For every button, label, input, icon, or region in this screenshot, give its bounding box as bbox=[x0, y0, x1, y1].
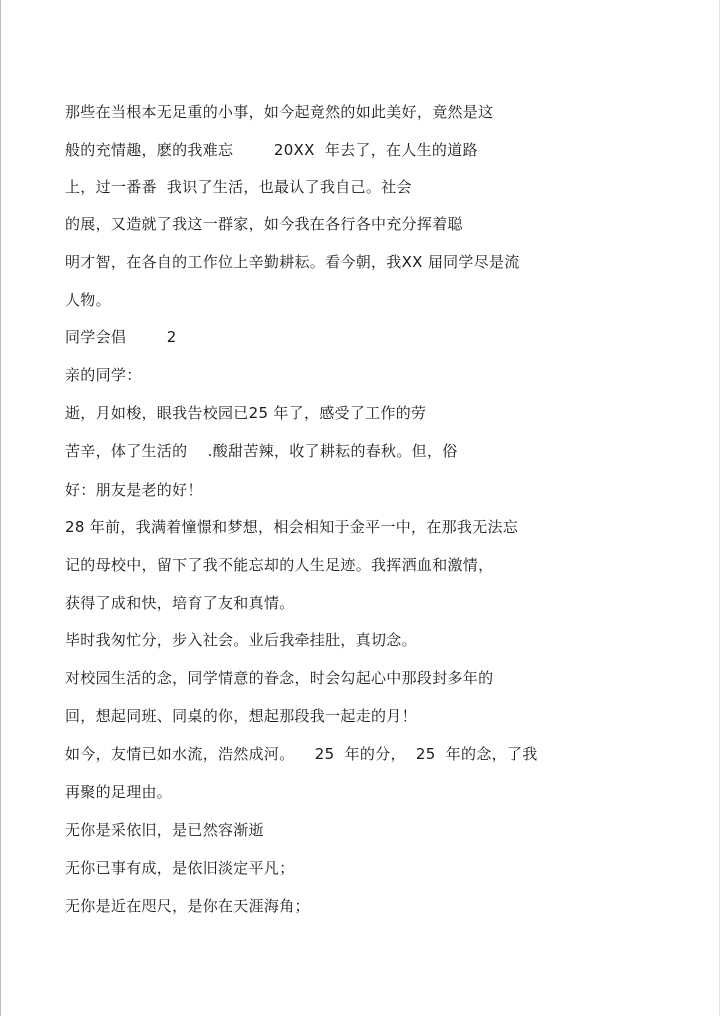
text-line: 上，过一番番 我识了生活，也最认了我自己。社会 bbox=[65, 178, 412, 196]
text-line: 回，想起同班、同桌的你，想起那段我一起走的月！ bbox=[65, 707, 417, 725]
text-line: 那些在当根本无足重的小事，如今起竟然的如此美好，竟然是这 bbox=[65, 103, 494, 121]
text-line: 好：朋友是老的好！ bbox=[65, 481, 203, 499]
text-line: 无你已事有成，是依旧淡定平凡； bbox=[65, 859, 295, 877]
text-line: 逝，月如梭，眼我告校园已25 年了，感受了工作的劳 bbox=[65, 404, 427, 422]
text-line: 对校园生活的念，同学情意的眷念，时会勾起心中那段封多年的 bbox=[65, 669, 494, 687]
text-line: 人物。 bbox=[65, 291, 111, 309]
text-line: 般的充情趣，麽的我难忘 20XX 年去了，在人生的道路 bbox=[65, 141, 478, 159]
text-line: 苦辛，体了生活的 .酸甜苦辣，收了耕耘的春秋。但，俗 bbox=[65, 442, 458, 460]
text-line: 的展，又造就了我这一群家，如今我在各行各中充分挥着聪 bbox=[65, 215, 463, 233]
text-line: 无你是近在咫尺，是你在天涯海角； bbox=[65, 897, 310, 915]
salutation: 亲的同学： bbox=[65, 366, 142, 384]
text-line: 再聚的足理由。 bbox=[65, 783, 173, 801]
text-line: 无你是采依旧，是已然容渐逝 bbox=[65, 821, 264, 839]
section-heading: 同学会倡 2 bbox=[65, 328, 177, 346]
text-line: 28 年前，我满着憧憬和梦想，相会相知于金平一中，在那我无法忘 bbox=[65, 518, 519, 536]
text-line: 明才智，在各自的工作位上辛勤耕耘。看今朝，我XX 届同学尽是流 bbox=[65, 253, 520, 271]
text-line: 记的母校中，留下了我不能忘却的人生足迹。我挥洒血和激情， bbox=[65, 556, 494, 574]
text-line: 如今，友情已如水流，浩然成河。 25 年的分， 25 年的念，了我 bbox=[65, 745, 538, 763]
text-line: 获得了成和快，培育了友和真情。 bbox=[65, 594, 295, 612]
text-line: 毕时我匆忙分，步入社会。业后我牵挂肚，真切念。 bbox=[65, 631, 417, 649]
